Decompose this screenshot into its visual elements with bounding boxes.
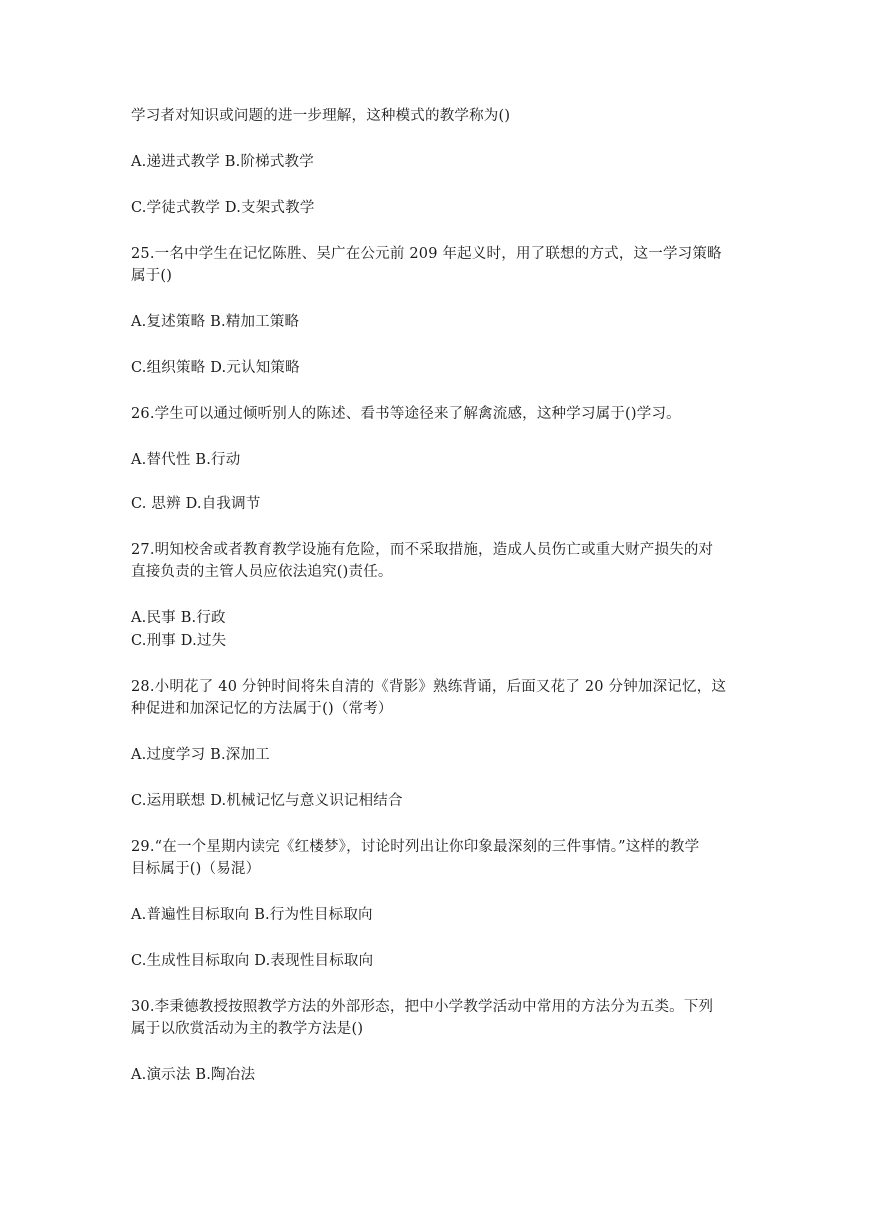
question-25-stem-line1: 25.一名中学生在记忆陈胜、吴广在公元前 209 年起义时，用了联想的方式，这一学习策略 bbox=[131, 246, 722, 262]
question-25-stem-line2: 属于() bbox=[131, 268, 173, 284]
question-28-stem-line1: 28.小明花了 40 分钟时间将朱自清的《背影》熟练背诵，后面又花了 20 分钟加深记忆，这 bbox=[131, 679, 727, 695]
question-28-stem-line2: 种促进和加深记忆的方法属于()（常考） bbox=[131, 701, 393, 717]
question-26-options-cd: C. 思辨 D.自我调节 bbox=[131, 496, 261, 512]
question-30-options-ab: A.演示法 B.陶冶法 bbox=[131, 1067, 256, 1083]
question-24-stem-continued: 学习者对知识或问题的进一步理解，这种模式的教学称为() bbox=[131, 108, 511, 124]
question-27-stem-line1: 27.明知校舍或者教育教学设施有危险，而不采取措施，造成人员伤亡或重大财产损失的对 bbox=[131, 542, 714, 558]
question-26-stem: 26.学生可以通过倾听别人的陈述、看书等途径来了解禽流感，这种学习属于()学习。 bbox=[131, 406, 681, 422]
question-27-stem-line2: 直接负责的主管人员应依法追究()责任。 bbox=[131, 564, 393, 580]
question-29-stem-line2: 目标属于()（易混） bbox=[131, 861, 261, 877]
question-29-options-cd: C.生成性目标取向 D.表现性目标取向 bbox=[131, 953, 374, 969]
question-28-options-ab: A.过度学习 B.深加工 bbox=[131, 747, 270, 763]
question-29-stem-line1: 29.“在一个星期内读完《红楼梦》，讨论时列出让你印象最深刻的三件事情。”这样的教学 bbox=[131, 839, 700, 855]
question-27-options-cd: C.刑事 D.过失 bbox=[131, 633, 227, 649]
question-30-stem-line2: 属于以欣赏活动为主的教学方法是() bbox=[131, 1021, 364, 1037]
question-24-options-cd: C.学徒式教学 D.支架式教学 bbox=[131, 200, 315, 216]
question-24-options-ab: A.递进式教学 B.阶梯式教学 bbox=[131, 154, 314, 170]
question-29-options-ab: A.普遍性目标取向 B.行为性目标取向 bbox=[131, 907, 373, 923]
question-30-stem-line1: 30.李秉德教授按照教学方法的外部形态，把中小学教学活动中常用的方法分为五类。下列 bbox=[131, 999, 714, 1015]
question-25-options-cd: C.组织策略 D.元认知策略 bbox=[131, 360, 300, 376]
question-26-options-ab: A.替代性 B.行动 bbox=[131, 452, 241, 468]
question-27-options-ab: A.民事 B.行政 bbox=[131, 610, 226, 626]
question-28-options-cd: C.运用联想 D.机械记忆与意义识记相结合 bbox=[131, 793, 403, 809]
question-25-options-ab: A.复述策略 B.精加工策略 bbox=[131, 314, 300, 330]
